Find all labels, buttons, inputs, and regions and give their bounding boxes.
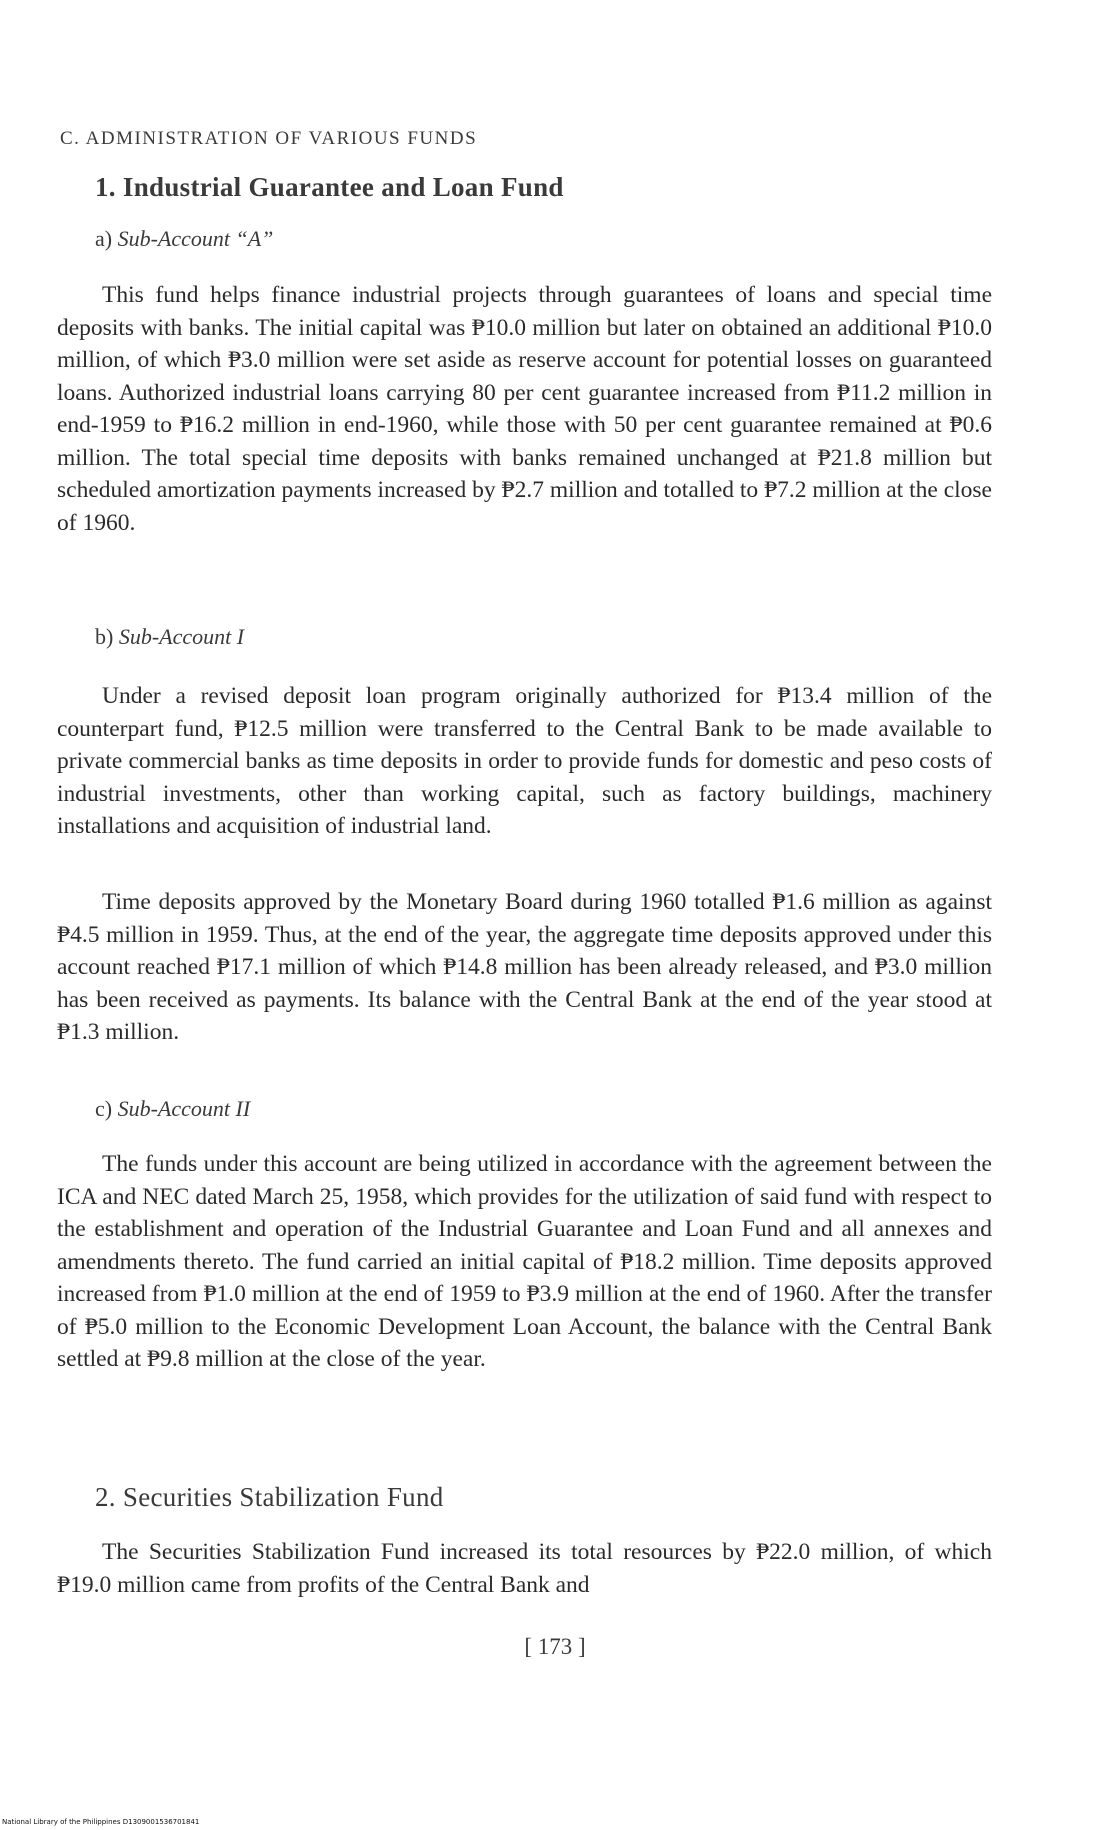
paragraph-sub-account-i-2 [57,886,992,1049]
paragraph-sub-account-ii-text: The funds under this account are being utilized in accordance with the agreement between the ICA and NEC dated March 25, 1958, which provides for the utilization of said fund with respect to the establishment and operation of the Industrial Guarantee and Loan Fund and all annexes and amendments thereto. The fund carried an initial capital of ₱18.2 million. Time deposits approved increased from ₱1.0 million at the end of 1959 to ₱3.9 million at the end of 1960. After the transfer of ₱5.0 million to the Economic Development Loan Account, the balance with the Central Bank settled at ₱9.8 million at the close of the year. [57,1151,992,1372]
sub-account-ii-label: c) [95,1096,113,1121]
sub-account-ii-title: Sub-Account II [117,1096,251,1121]
sub-account-a-label: a) [95,226,113,251]
fund2-title: 2. Securities Stabilization Fund [95,1482,444,1512]
paragraph-sub-account-a-text: This fund helps finance industrial projects through guarantees of loans and special time deposits with banks. The initial capital was ₱10.0 million but later on obtained an additional ₱10.0 million, of which ₱3.0 million were set aside as reserve account for potential losses on guaranteed loans. Authorized industrial loans carrying 80 per cent guarantee increased from ₱11.2 million in end-1959 to ₱16.2 million in end-1960, while those with 50 per cent guarantee remained at ₱0.6 million. The total special time deposits with banks remained unchanged at ₱21.8 million but scheduled amortization payments increased by ₱2.7 million and totalled to ₱7.2 million at the close of 1960. [57,282,992,536]
fund1-title: 1. Industrial Guarantee and Loan Fund [95,172,564,202]
paragraph-sub-account-i-2-text: Time deposits approved by the Monetary Board during 1960 totalled ₱1.6 million as against ₱4.5 million in 1959. Thus, at the end of the year, the aggregate time deposits approved under this account reached ₱17.1 million of which ₱14.8 million has been already released, and ₱3.0 million has been received as payments. Its balance with the Central Bank at the end of the year stood at ₱1.3 million. [57,889,992,1045]
library-footer: National Library of the Philippines D1309001536701841 [2,1818,200,1826]
sub-account-a-heading [95,226,273,252]
paragraph-sub-account-i-1 [57,680,992,843]
page-number: [ 173 ] [524,1634,586,1659]
paragraph-sub-account-i-1-text: Under a revised deposit loan program originally authorized for ₱13.4 million of the counterpart fund, ₱12.5 million were transferred to the Central Bank to be made available to private commercial banks as time deposits in order to provide funds for domestic and peso costs of industrial investments, other than working capital, such as factory buildings, machinery installations and acquisition of industrial land. [57,683,992,839]
sub-account-ii-heading [95,1096,250,1122]
section-heading: C. ADMINISTRATION OF VARIOUS FUNDS [60,128,478,149]
sub-account-i-label: b) [95,624,114,649]
paragraph-sub-account-ii [57,1148,992,1376]
sub-account-a-title: Sub-Account “A” [117,226,274,251]
sub-account-i-title: Sub-Account I [118,624,245,649]
paragraph-securities-stabilization [57,1536,992,1601]
paragraph-sub-account-a [57,279,992,539]
paragraph-securities-stabilization-text: The Securities Stabilization Fund increased its total resources by ₱22.0 million, of which ₱19.0 million came from profits of the Central Bank and [57,1539,992,1598]
sub-account-i-heading [95,624,244,650]
